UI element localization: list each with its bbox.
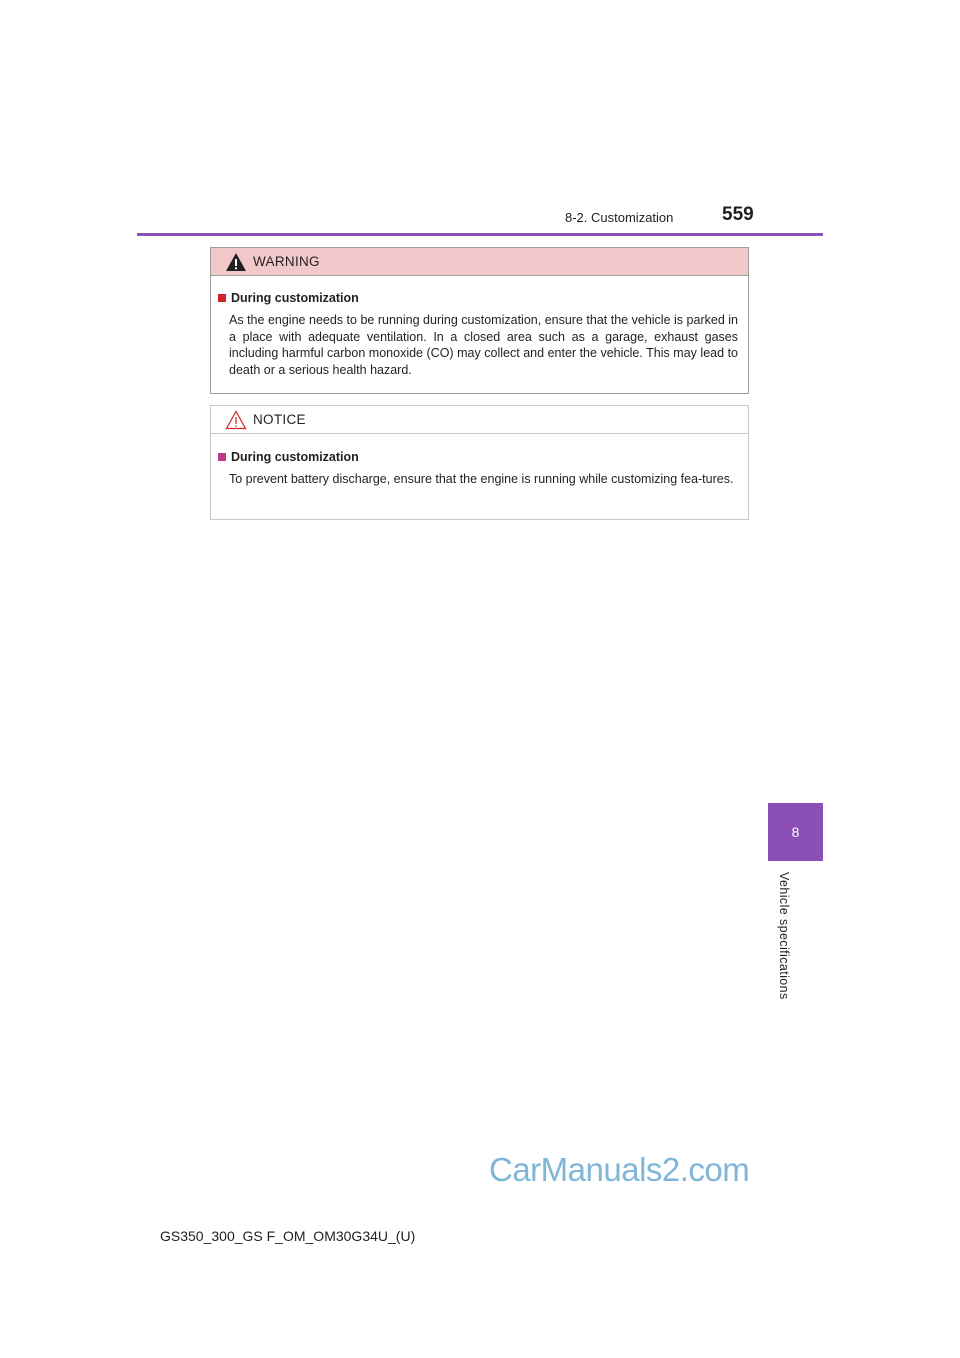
warning-box (210, 247, 749, 394)
warning-label: WARNING (253, 254, 320, 269)
square-bullet-icon (218, 453, 226, 461)
chapter-label: Vehicle specifications (777, 872, 791, 1000)
warning-title-text: During customization (231, 291, 359, 305)
notice-label: NOTICE (253, 412, 306, 427)
warning-item-title (218, 291, 359, 305)
footer-code: GS350_300_GS F_OM_OM30G34U_(U) (160, 1228, 416, 1244)
chapter-tab: 8 (768, 803, 823, 861)
notice-item-title (218, 450, 359, 464)
warning-header (211, 248, 748, 276)
notice-title-text: During customization (231, 450, 359, 464)
header-divider (137, 233, 823, 236)
section-title: 8-2. Customization (565, 210, 674, 225)
notice-box (210, 405, 749, 520)
watermark-logo: CarManuals2.com (489, 1151, 750, 1188)
warning-triangle-icon (225, 252, 247, 272)
square-bullet-icon (218, 294, 226, 302)
caution-triangle-icon (225, 410, 247, 430)
notice-header (211, 406, 748, 434)
warning-item-body: As the engine needs to be running during customization, ensure that the vehicle is parked in a place with adequate ventilation. In a closed area such as a garage, exhaust gases including harmful carbon monoxide (CO) may collect and enter the vehicle. This may lead to death or a serious health hazard. (229, 313, 738, 377)
page-number: 559 (722, 204, 754, 225)
notice-item-body: To prevent battery discharge, ensure that the engine is running while customizing fea-tures. (229, 472, 734, 486)
